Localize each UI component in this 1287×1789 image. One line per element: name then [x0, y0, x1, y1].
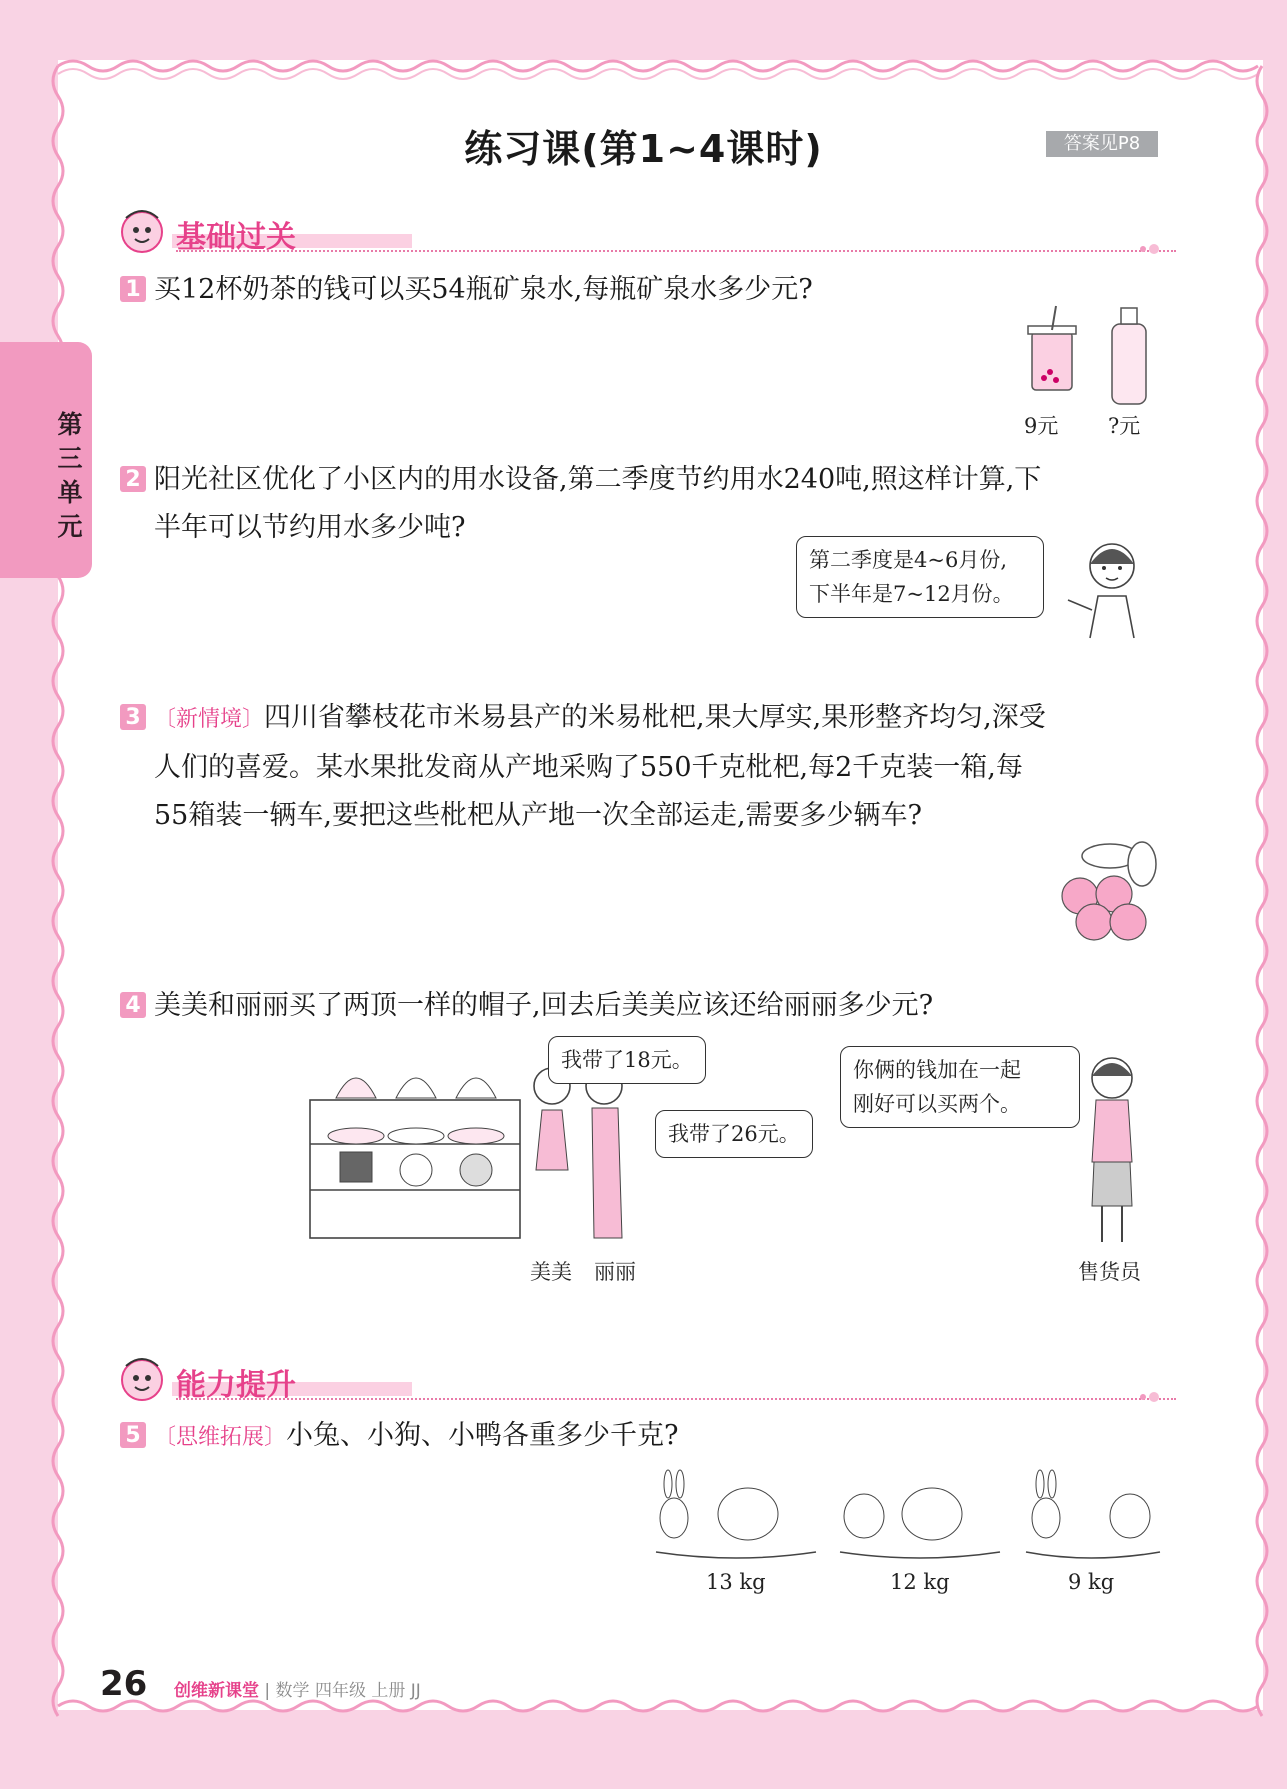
shop-clerk-illustration [1066, 1052, 1156, 1252]
unit-label: 第三单元 [57, 410, 83, 541]
speech-bubble-lili: 我带了26元。 [655, 1110, 813, 1158]
question-line: 人们的喜爱。某水果批发商从产地采购了550千克枇杷,每2千克装一箱,每 [154, 752, 1023, 783]
weight-label-duck-dog: 12 kg [890, 1570, 950, 1594]
dots-icon [1138, 1390, 1168, 1404]
name-label-clerk: 售货员 [1078, 1260, 1141, 1284]
question-number: 3 [120, 704, 146, 730]
question-text: 买12杯奶茶的钱可以买54瓶矿泉水,每瓶矿泉水多少元? [154, 274, 813, 305]
mascot-icon [116, 1352, 168, 1404]
name-label-meimei: 美美 [530, 1260, 572, 1284]
speech-bubble-hint [796, 536, 1044, 618]
question-5 [120, 1412, 1165, 1462]
bubble-tea-and-water-illustration [1022, 302, 1152, 412]
tea-price-label: 9元 [1024, 414, 1059, 438]
question-line: 四川省攀枝花市米易县产的米易枇杷,果大厚实,果形整齐均匀,深受 [264, 702, 1046, 733]
question-1 [120, 266, 1165, 314]
section-title: 基础过关 [176, 220, 296, 255]
question-line: 半年可以节约用水多少吨? [154, 512, 466, 543]
question-line: 阳光社区优化了小区内的用水设备,第二季度节约用水240吨,照这样计算,下 [154, 464, 1042, 495]
footer-brand: 创维新课堂 [174, 1681, 259, 1701]
section-advanced-header [116, 1352, 1166, 1404]
question-number: 1 [120, 276, 146, 302]
weight-label-rabbit-duck: 9 kg [1068, 1570, 1115, 1594]
bubble-line: 你俩的钱加在一起 [853, 1058, 1021, 1082]
speech-bubble-meimei: 我带了18元。 [548, 1036, 706, 1084]
footer-info [174, 1676, 421, 1701]
mascot-icon [116, 204, 168, 256]
bubble-line: 刚好可以买两个。 [853, 1092, 1021, 1116]
question-line: 55箱装一辆车,要把这些枇杷从产地一次全部运走,需要多少辆车? [154, 800, 922, 831]
question-text: 小兔、小狗、小鸭各重多少千克? [286, 1420, 679, 1451]
question-number: 2 [120, 466, 146, 492]
section-divider [176, 1398, 1176, 1400]
bubble-line: 第二季度是4~6月份, [809, 548, 1007, 572]
question-number: 4 [120, 992, 146, 1018]
section-title: 能力提升 [176, 1368, 296, 1403]
loquat-illustration [1050, 834, 1160, 944]
water-price-label: ?元 [1108, 414, 1141, 438]
question-tag: 〔新情境〕 [154, 707, 265, 732]
page-number: 26 [100, 1664, 148, 1704]
girl-character-illustration [1060, 530, 1160, 640]
question-text: 美美和丽丽买了两顶一样的帽子,回去后美美应该还给丽丽多少元? [154, 990, 934, 1021]
bubble-line: 下半年是7~12月份。 [809, 582, 1014, 606]
question-number: 5 [120, 1422, 146, 1448]
question-tag: 〔思维拓展〕 [154, 1425, 287, 1450]
name-label-lili: 丽丽 [594, 1260, 636, 1284]
footer-details: | 数学 四年级 上册 JJ [264, 1681, 421, 1701]
question-3 [120, 694, 1165, 840]
section-divider [176, 250, 1176, 252]
animals-weights-illustration [652, 1466, 1172, 1576]
answer-reference-badge: 答案见P8 [1046, 131, 1158, 157]
question-4 [120, 982, 1165, 1030]
speech-bubble-clerk [840, 1046, 1080, 1128]
weight-label-rabbit-dog: 13 kg [706, 1570, 766, 1594]
section-basic-header [116, 204, 1166, 256]
page-title: 练习课(第1~4课时) [464, 127, 823, 171]
dots-icon [1138, 242, 1168, 256]
